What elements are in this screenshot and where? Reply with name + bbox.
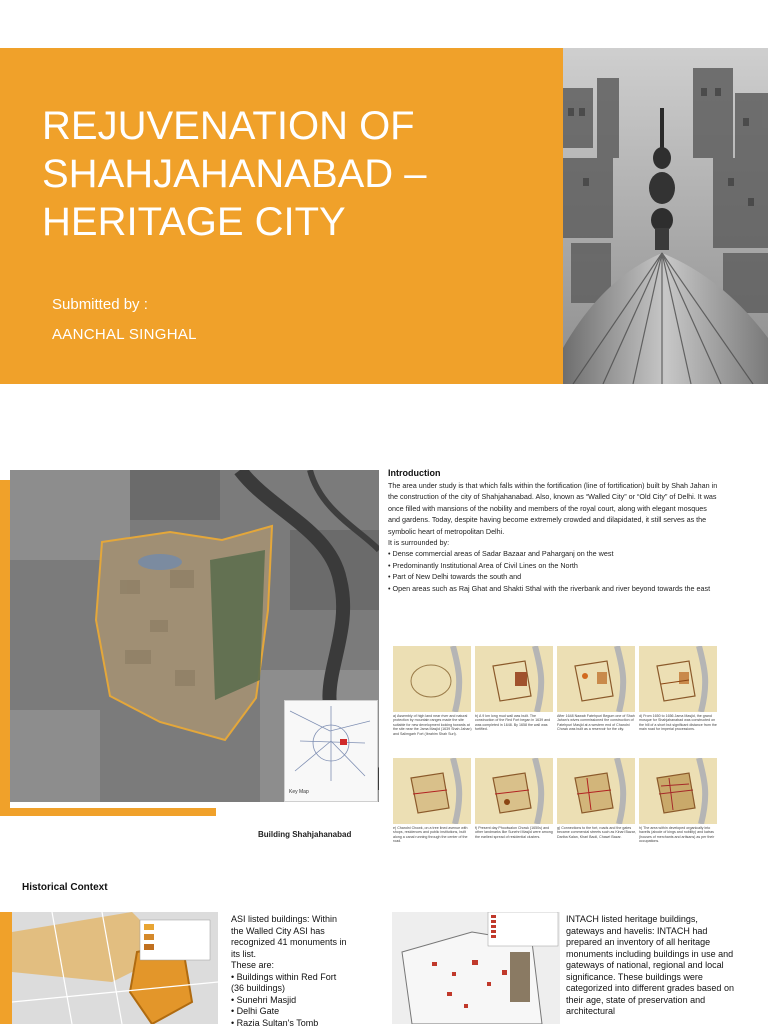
- evolution-map-illustration: [639, 646, 717, 712]
- list-item: • Delhi Gate: [231, 1006, 349, 1018]
- thumbnail-caption: b) A 9 km long mud wall was built. The construction of the Red Fort began in 1639 and was completed in 1648. By 1658 the wall was fortified.: [475, 714, 555, 732]
- accent-bar-bottom: [0, 808, 216, 816]
- evolution-map-thumbnail: [639, 758, 717, 824]
- evolution-map-illustration: [475, 646, 553, 712]
- evolution-map-illustration: [475, 758, 553, 824]
- author-name: AANCHAL SINGHAL: [52, 326, 197, 343]
- accent-bar-left: [0, 912, 12, 1024]
- list-item: • Dense commercial areas of Sadar Bazaar and Paharganj on the west: [388, 548, 718, 559]
- list-item: • Sunehri Masjid: [231, 995, 349, 1007]
- thumbnail-caption: f) Present day Phoolwalon Chowk (1650s) and other landmarks like Sunehri Masjid were among the earliest spread of residential clusters.: [475, 826, 555, 839]
- evolution-map-thumbnail: [475, 646, 553, 712]
- thumbnail-caption: g) Connections to the fort, roads and the gates became commercial streets such as Kinari Bazar, Dariba Kalan, Khari Baoli, Chawri Bazar.: [557, 826, 637, 839]
- intach-heritage-map: [392, 912, 560, 1024]
- asi-these-label: These are:: [231, 960, 349, 972]
- evolution-map-thumbnail: [393, 646, 471, 712]
- evolution-map-thumbnail: [557, 758, 635, 824]
- asi-intro: ASI listed buildings: Within the Walled City ASI has recognized 41 monuments in its list.: [231, 914, 349, 960]
- thumbnail-caption: d) From 1650 to 1656 Jama Masjid, the grand mosque for Shahjahanabad was constructed on the hill of a short but significant distance from the main road for imperial processions.: [639, 714, 719, 732]
- presentation-title: [42, 102, 562, 246]
- evolution-map-thumbnail: [639, 646, 717, 712]
- key-map-inset: [284, 700, 378, 802]
- title-line: SHAHJAHANABAD –: [42, 150, 562, 198]
- accent-bar-left: [0, 480, 10, 816]
- thumbnail-caption: h) The area within developed organically into havelis (abode of kings and nobility) and katras (houses of merchants and artisans) as per their occupations.: [639, 826, 719, 844]
- dome-finial-photo: [563, 48, 768, 384]
- list-item: • Buildings within Red Fort (36 buildings): [231, 972, 349, 995]
- evolution-map-illustration: [639, 758, 717, 824]
- thumbnail-caption: After 1648 Nawab Fatehpuri Begum one of Shah Jahan's wives commissioned the construction of Fatehpuri Masjid at a western end of Chandni Chowk was built as a reservoir for the city.: [557, 714, 637, 732]
- title-line: HERITAGE CITY: [42, 198, 562, 246]
- introduction-body: [388, 480, 718, 594]
- list-item: • Open areas such as Raj Ghat and Shakti Sthal with the riverbank and river beyond towards the east: [388, 583, 718, 594]
- asi-monuments-map: [12, 912, 218, 1024]
- introduction-heading: Introduction: [388, 468, 441, 478]
- list-item: • Razia Sultan's Tomb: [231, 1018, 349, 1029]
- evolution-map-illustration: [557, 758, 635, 824]
- evolution-map-illustration: [393, 758, 471, 824]
- asi-listed-buildings-text: [231, 914, 349, 1029]
- historical-context-heading: Historical Context: [22, 882, 108, 893]
- evolution-map-thumbnail: [393, 758, 471, 824]
- surroundings-list: [388, 548, 718, 594]
- thumbnail-caption: a) Assembly of high land near river and natural protection by mountain ranges made the site suitable for new development looking towards at the site near the Jama Masjid (1639 Shah Jahan) and Salimgarh Fort (Ibrahim Shah Suri).: [393, 714, 473, 736]
- evolution-map-thumbnail: [557, 646, 635, 712]
- map-caption: Building Shahjahanabad: [258, 830, 351, 839]
- surrounded-label: It is surrounded by:: [388, 537, 718, 548]
- title-line: REJUVENATION OF: [42, 102, 562, 150]
- key-map-label: Key Map: [289, 789, 309, 795]
- list-item: • Predominantly Institutional Area of Civil Lines on the North: [388, 560, 718, 571]
- intach-map-illustration: [392, 912, 560, 1024]
- list-item: • Part of New Delhi towards the south and: [388, 571, 718, 582]
- intach-listed-buildings-text: INTACH listed heritage buildings, gateways and havelis: INTACH had prepared an inventory of all heritage monuments including buildings in use and gateways of national, regional and local significance. These buildings were categorized into different grades based on their age, state of preservation and architectural: [566, 914, 738, 1018]
- dome-photo-illustration: [563, 48, 768, 384]
- evolution-map-thumbnail: [475, 758, 553, 824]
- asi-list: [231, 972, 349, 1029]
- evolution-map-illustration: [393, 646, 471, 712]
- asi-map-illustration: [12, 912, 218, 1024]
- thumbnail-caption: e) Chandni Chowk, on a tree lined avenue with shops, residences and public institutions, built along a canal running through the center of the road.: [393, 826, 473, 844]
- evolution-map-illustration: [557, 646, 635, 712]
- submitted-by-label: Submitted by :: [52, 296, 148, 313]
- introduction-paragraph: The area under study is that which falls within the fortification (line of fortification) built by Shah Jahan in the construction of the city of Shahjahanabad. Also, known as “Walled City” or “Old City” of Delhi. It was once filled with mansions of the nobility and members of the royal court, along with elegant mosques and gardens. Today, despite having become extremely crowded and dilapidated, it still serves as the symbolic heart of metropolitan Delhi.: [388, 480, 718, 537]
- key-map-illustration: [285, 701, 377, 787]
